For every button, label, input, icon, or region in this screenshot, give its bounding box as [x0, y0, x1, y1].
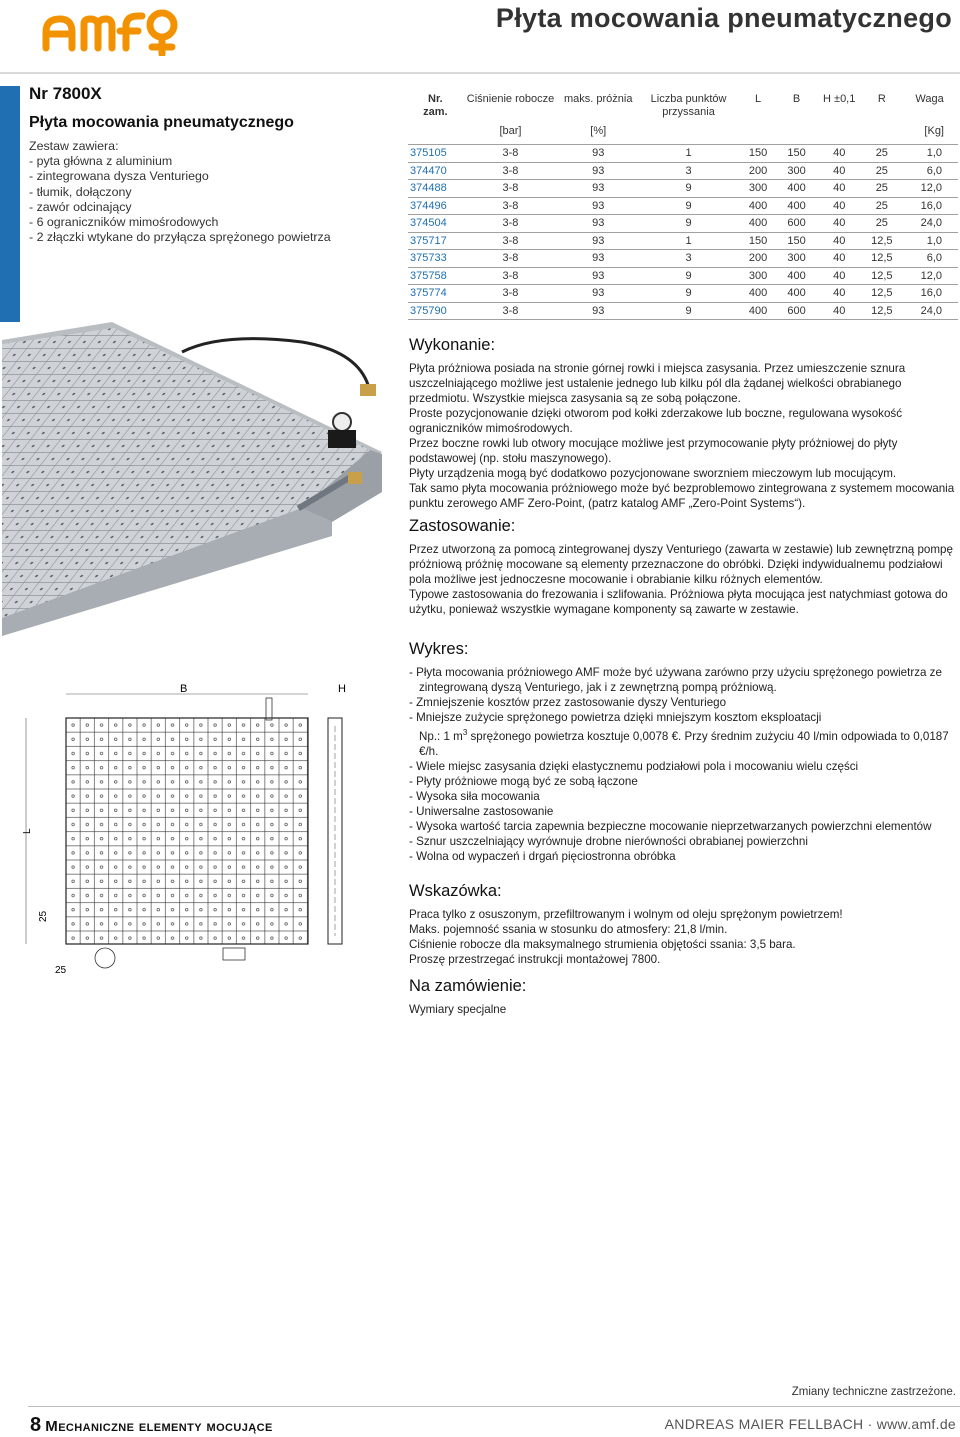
cell-L: 300 — [739, 267, 778, 285]
cell-L: 400 — [739, 197, 778, 215]
section-wskazowka — [409, 882, 957, 967]
cell-L: 200 — [739, 162, 778, 180]
technical-drawing — [18, 676, 393, 982]
list-item: - Zmniejszenie kosztów przez zastosowanie dyszy Venturiego — [409, 696, 727, 709]
cell-H: 40 — [816, 145, 863, 163]
cell-w: 12,0 — [901, 267, 958, 285]
cell-B: 600 — [777, 302, 816, 320]
cell-pts: 1 — [638, 232, 738, 250]
table-row — [408, 250, 958, 268]
accent-bar — [0, 86, 20, 322]
cell-B: 400 — [777, 197, 816, 215]
cell-v: 93 — [558, 232, 638, 250]
cell-L: 300 — [739, 180, 778, 198]
table-row — [408, 232, 958, 250]
list-item: - Płyta mocowania próżniowego AMF może być używana zarówno przy użyciu sprężonego powietrza ze zintegrowaną dyszą Venturiego, jak i z zewnętrzną pompą próżniową. — [409, 666, 942, 694]
cell-B: 150 — [777, 145, 816, 163]
paragraph: Proste pozycjonowanie dzięki otworom pod kołki zderzakowe lub boczne, regulowana wysokość ograniczników mimośrodowych. — [409, 407, 902, 435]
cell-pts: 9 — [638, 267, 738, 285]
header-divider — [0, 72, 960, 74]
spec-table — [408, 88, 958, 320]
label-25-vertical: 25 — [38, 910, 49, 922]
cost-example: Np.: 1 $m^3$ sprężonego powietrza kosztuje 0,0078 €. Przy średnim zużyciu 40 l/min odpowiada to 0,0187 €/h. — [419, 728, 949, 758]
cell-nr: 374470 — [408, 162, 463, 180]
cell-R: 12,5 — [863, 250, 902, 268]
list-item: - Wiele miejsc zasysania dzięki elastycznemu podziałowi pola i mocowaniu wielu części — [409, 759, 859, 773]
table-row — [408, 145, 958, 163]
section-wykonanie — [409, 336, 957, 511]
cell-pts: 1 — [638, 145, 738, 163]
col-pressure: Ciśnienie robocze — [466, 93, 555, 105]
table-row — [408, 302, 958, 320]
list-item: - Płyty próżniowe mogą być ze sobą łączone — [409, 774, 638, 788]
cell-R: 25 — [863, 215, 902, 233]
list-item: - Mniejsze zużycie sprężonego powietrza dzięki mniejszym kosztom eksploatacji — [409, 711, 822, 724]
cell-nr: 375105 — [408, 145, 463, 163]
cell-H: 40 — [816, 285, 863, 303]
cell-pts: 9 — [638, 215, 738, 233]
col-nr: Nr. — [428, 93, 443, 105]
cell-pts: 3 — [638, 250, 738, 268]
paragraph: Ciśnienie robocze dla maksymalnego strumienia objętości ssania: 3,5 bara. — [409, 938, 796, 951]
cell-B: 300 — [777, 250, 816, 268]
contents-line: Zestaw zawiera: — [29, 139, 119, 153]
paragraph: Przez boczne rowki lub otwory mocujące możliwe jest przymocowanie płyty próżniowej do płyty podstawowej (np. stołu maszynowego). — [409, 437, 898, 465]
paragraph: Przez utworzoną za pomocą zintegrowanej dyszy Venturiego (zawarta w zestawie) lub zewnętrzną pompę próżniową próżnię mocowane są elementy przeznaczone do obróbki. Dzięki indywidualnemu podziałowi pola możliwe jest jednoczesne mocowanie i obrabianie kilku różnych elementów. — [409, 543, 953, 586]
contents-line: - pyta główna z aluminium — [29, 154, 173, 169]
cell-R: 25 — [863, 162, 902, 180]
table-row — [408, 180, 958, 198]
cell-w: 24,0 — [901, 302, 958, 320]
label-L: L — [22, 828, 33, 834]
cell-nr: 375758 — [408, 267, 463, 285]
cell-nr: 374504 — [408, 215, 463, 233]
cell-R: 25 — [863, 145, 902, 163]
contents-line: - tłumik, dołączony — [29, 184, 132, 199]
cell-R: 25 — [863, 180, 902, 198]
product-name: Płyta mocowania pneumatycznego — [29, 114, 294, 131]
label-H: H — [338, 683, 346, 695]
cell-pts: 9 — [638, 285, 738, 303]
cell-pts: 9 — [638, 197, 738, 215]
contents-line: - 2 złączki wtykane do przyłącza sprężonego powietrza — [29, 230, 331, 245]
cell-w: 6,0 — [901, 250, 958, 268]
page-title: Płyta mocowania pneumatycznego — [495, 3, 952, 33]
col-points: Liczba punktów przyssania — [650, 93, 727, 118]
cell-v: 93 — [558, 302, 638, 320]
contents-line: - 6 ograniczników mimośrodowych — [29, 215, 219, 230]
label-25-horizontal: 25 — [55, 965, 67, 976]
cell-p: 3-8 — [463, 215, 558, 233]
cell-nr: 375774 — [408, 285, 463, 303]
cell-nr: 375790 — [408, 302, 463, 320]
cell-L: 150 — [739, 145, 778, 163]
paragraph: Maks. pojemność ssania w stosunku do atmosfery: 21,8 l/min. — [409, 923, 728, 936]
unit-kg: [Kg] — [924, 125, 944, 137]
cell-w: 12,0 — [901, 180, 958, 198]
cell-w: 24,0 — [901, 215, 958, 233]
catalog-section: Mechaniczne elementy mocujące — [45, 1418, 273, 1435]
cell-p: 3-8 — [463, 180, 558, 198]
product-info — [29, 84, 379, 245]
cell-L: 200 — [739, 250, 778, 268]
paragraph: Typowe zastosowania do frezowania i szlifowania. Próżniowa płyta mocująca jest natychmiast gotowa do użytku, ponieważ wszystkie wymagane komponenty są zawarte w zestawie. — [409, 588, 948, 616]
cell-nr: 375733 — [408, 250, 463, 268]
cell-H: 40 — [816, 267, 863, 285]
table-row — [408, 162, 958, 180]
cell-H: 40 — [816, 232, 863, 250]
table-row — [408, 267, 958, 285]
cell-H: 40 — [816, 197, 863, 215]
paragraph: Wymiary specjalne — [409, 1003, 507, 1016]
section-wykres — [409, 640, 957, 864]
cell-H: 40 — [816, 162, 863, 180]
cell-R: 12,5 — [863, 302, 902, 320]
cell-nr: 374488 — [408, 180, 463, 198]
cell-p: 3-8 — [463, 302, 558, 320]
cell-v: 93 — [558, 197, 638, 215]
table-row — [408, 215, 958, 233]
paragraph: Płyty urządzenia mogą być dodatkowo pozycjonowane sworzniem mieczowym lub mocującym. — [409, 467, 897, 480]
footer-divider — [28, 1406, 960, 1407]
table-row — [408, 285, 958, 303]
col-weight: Waga — [915, 93, 944, 105]
section-title: Wykonanie: — [409, 336, 496, 354]
col-H: H ±0,1 — [823, 93, 856, 105]
amf-logo — [28, 4, 188, 61]
cell-B: 600 — [777, 215, 816, 233]
paragraph: Płyta próżniowa posiada na stronie górnej rowki i miejsca zasysania. Przez umieszczenie sznura uszczelniającego możliwe jest ustalenie jednego lub kilku pól dla żądanej wielkości obrabianego przedmiotu. Wszystkie miejsca zasysania są ze sobą połączone. — [409, 362, 906, 405]
company-name: ANDREAS MAIER FELLBACH · www.amf.de — [664, 1416, 956, 1432]
list-item: - Sznur uszczelniający wyrównuje drobne nierówności obrabianej powierzchni — [409, 834, 808, 848]
section-title: Na zamówienie: — [409, 977, 527, 995]
section-title: Wskazówka: — [409, 882, 502, 900]
paragraph: Proszę przestrzegać instrukcji montażowej 7800. — [409, 953, 661, 966]
product-number: Nr 7800X — [29, 84, 102, 103]
section-title: Wykres: — [409, 640, 469, 658]
cell-w: 1,0 — [901, 232, 958, 250]
cell-nr: 375717 — [408, 232, 463, 250]
paragraph: Tak samo płyta mocowania próżniowego może być bezproblemowo zintegrowana z systemem mocowania punktu zerowego AMF Zero-Point, (patrz katalog AMF „Zero-Point Systems“). — [409, 482, 955, 510]
table-row — [408, 197, 958, 215]
contents-line: - zawór odcinający — [29, 199, 132, 214]
col-B: B — [792, 93, 801, 105]
cell-w: 16,0 — [901, 285, 958, 303]
cell-w: 6,0 — [901, 162, 958, 180]
unit-bar: [bar] — [499, 125, 522, 137]
cell-p: 3-8 — [463, 197, 558, 215]
cell-H: 40 — [816, 180, 863, 198]
section-zastosowanie — [409, 517, 957, 617]
cell-B: 400 — [777, 180, 816, 198]
cell-H: 40 — [816, 215, 863, 233]
cell-L: 400 — [739, 285, 778, 303]
cell-R: 12,5 — [863, 285, 902, 303]
cell-pts: 9 — [638, 302, 738, 320]
list-item: - Wysoka wartość tarcia zapewnia bezpieczne mocowanie nieprzetwarzanych powierzchni elementów — [409, 819, 932, 833]
cell-w: 1,0 — [901, 145, 958, 163]
cell-R: 12,5 — [863, 232, 902, 250]
cell-B: 400 — [777, 267, 816, 285]
col-vacuum: maks. próżnia — [564, 93, 633, 105]
cell-p: 3-8 — [463, 250, 558, 268]
unit-pct: [%] — [590, 125, 607, 137]
cell-B: 300 — [777, 162, 816, 180]
cell-p: 3-8 — [463, 162, 558, 180]
cell-nr: 374496 — [408, 197, 463, 215]
cell-R: 12,5 — [863, 267, 902, 285]
cell-B: 400 — [777, 285, 816, 303]
paragraph: Praca tylko z osuszonym, przefiltrowanym i wolnym od oleju sprężonym powietrzem! — [409, 908, 843, 921]
label-B: B — [180, 683, 188, 695]
cell-v: 93 — [558, 250, 638, 268]
col-zam: zam. — [423, 106, 448, 118]
cell-R: 25 — [863, 197, 902, 215]
cell-H: 40 — [816, 250, 863, 268]
cell-v: 93 — [558, 145, 638, 163]
cell-B: 150 — [777, 232, 816, 250]
cell-v: 93 — [558, 215, 638, 233]
footer-left — [30, 1414, 273, 1437]
cell-w: 16,0 — [901, 197, 958, 215]
cell-L: 400 — [739, 302, 778, 320]
section-zamowienie — [409, 977, 957, 1017]
list-item: - Wysoka siła mocowania — [409, 789, 540, 803]
cell-L: 400 — [739, 215, 778, 233]
vacuum-plate-photo — [2, 322, 395, 636]
disclaimer: Zmiany techniczne zastrzeżone. — [791, 1386, 956, 1398]
cell-H: 40 — [816, 302, 863, 320]
contents-line: - zintegrowana dysza Venturiego — [29, 169, 209, 184]
cell-v: 93 — [558, 267, 638, 285]
cell-p: 3-8 — [463, 232, 558, 250]
cell-pts: 9 — [638, 180, 738, 198]
cell-v: 93 — [558, 285, 638, 303]
section-title: Zastosowanie: — [409, 517, 516, 535]
cell-L: 150 — [739, 232, 778, 250]
cell-p: 3-8 — [463, 145, 558, 163]
col-L: L — [754, 93, 762, 105]
cell-pts: 3 — [638, 162, 738, 180]
cell-p: 3-8 — [463, 267, 558, 285]
list-item: - Wolna od wypaczeń i drgań pięciostronna obróbka — [409, 849, 676, 863]
col-R: R — [877, 93, 886, 105]
page-number: 8 — [30, 1414, 42, 1436]
cell-v: 93 — [558, 162, 638, 180]
list-item: - Uniwersalne zastosowanie — [409, 804, 554, 818]
cell-p: 3-8 — [463, 285, 558, 303]
cell-v: 93 — [558, 180, 638, 198]
